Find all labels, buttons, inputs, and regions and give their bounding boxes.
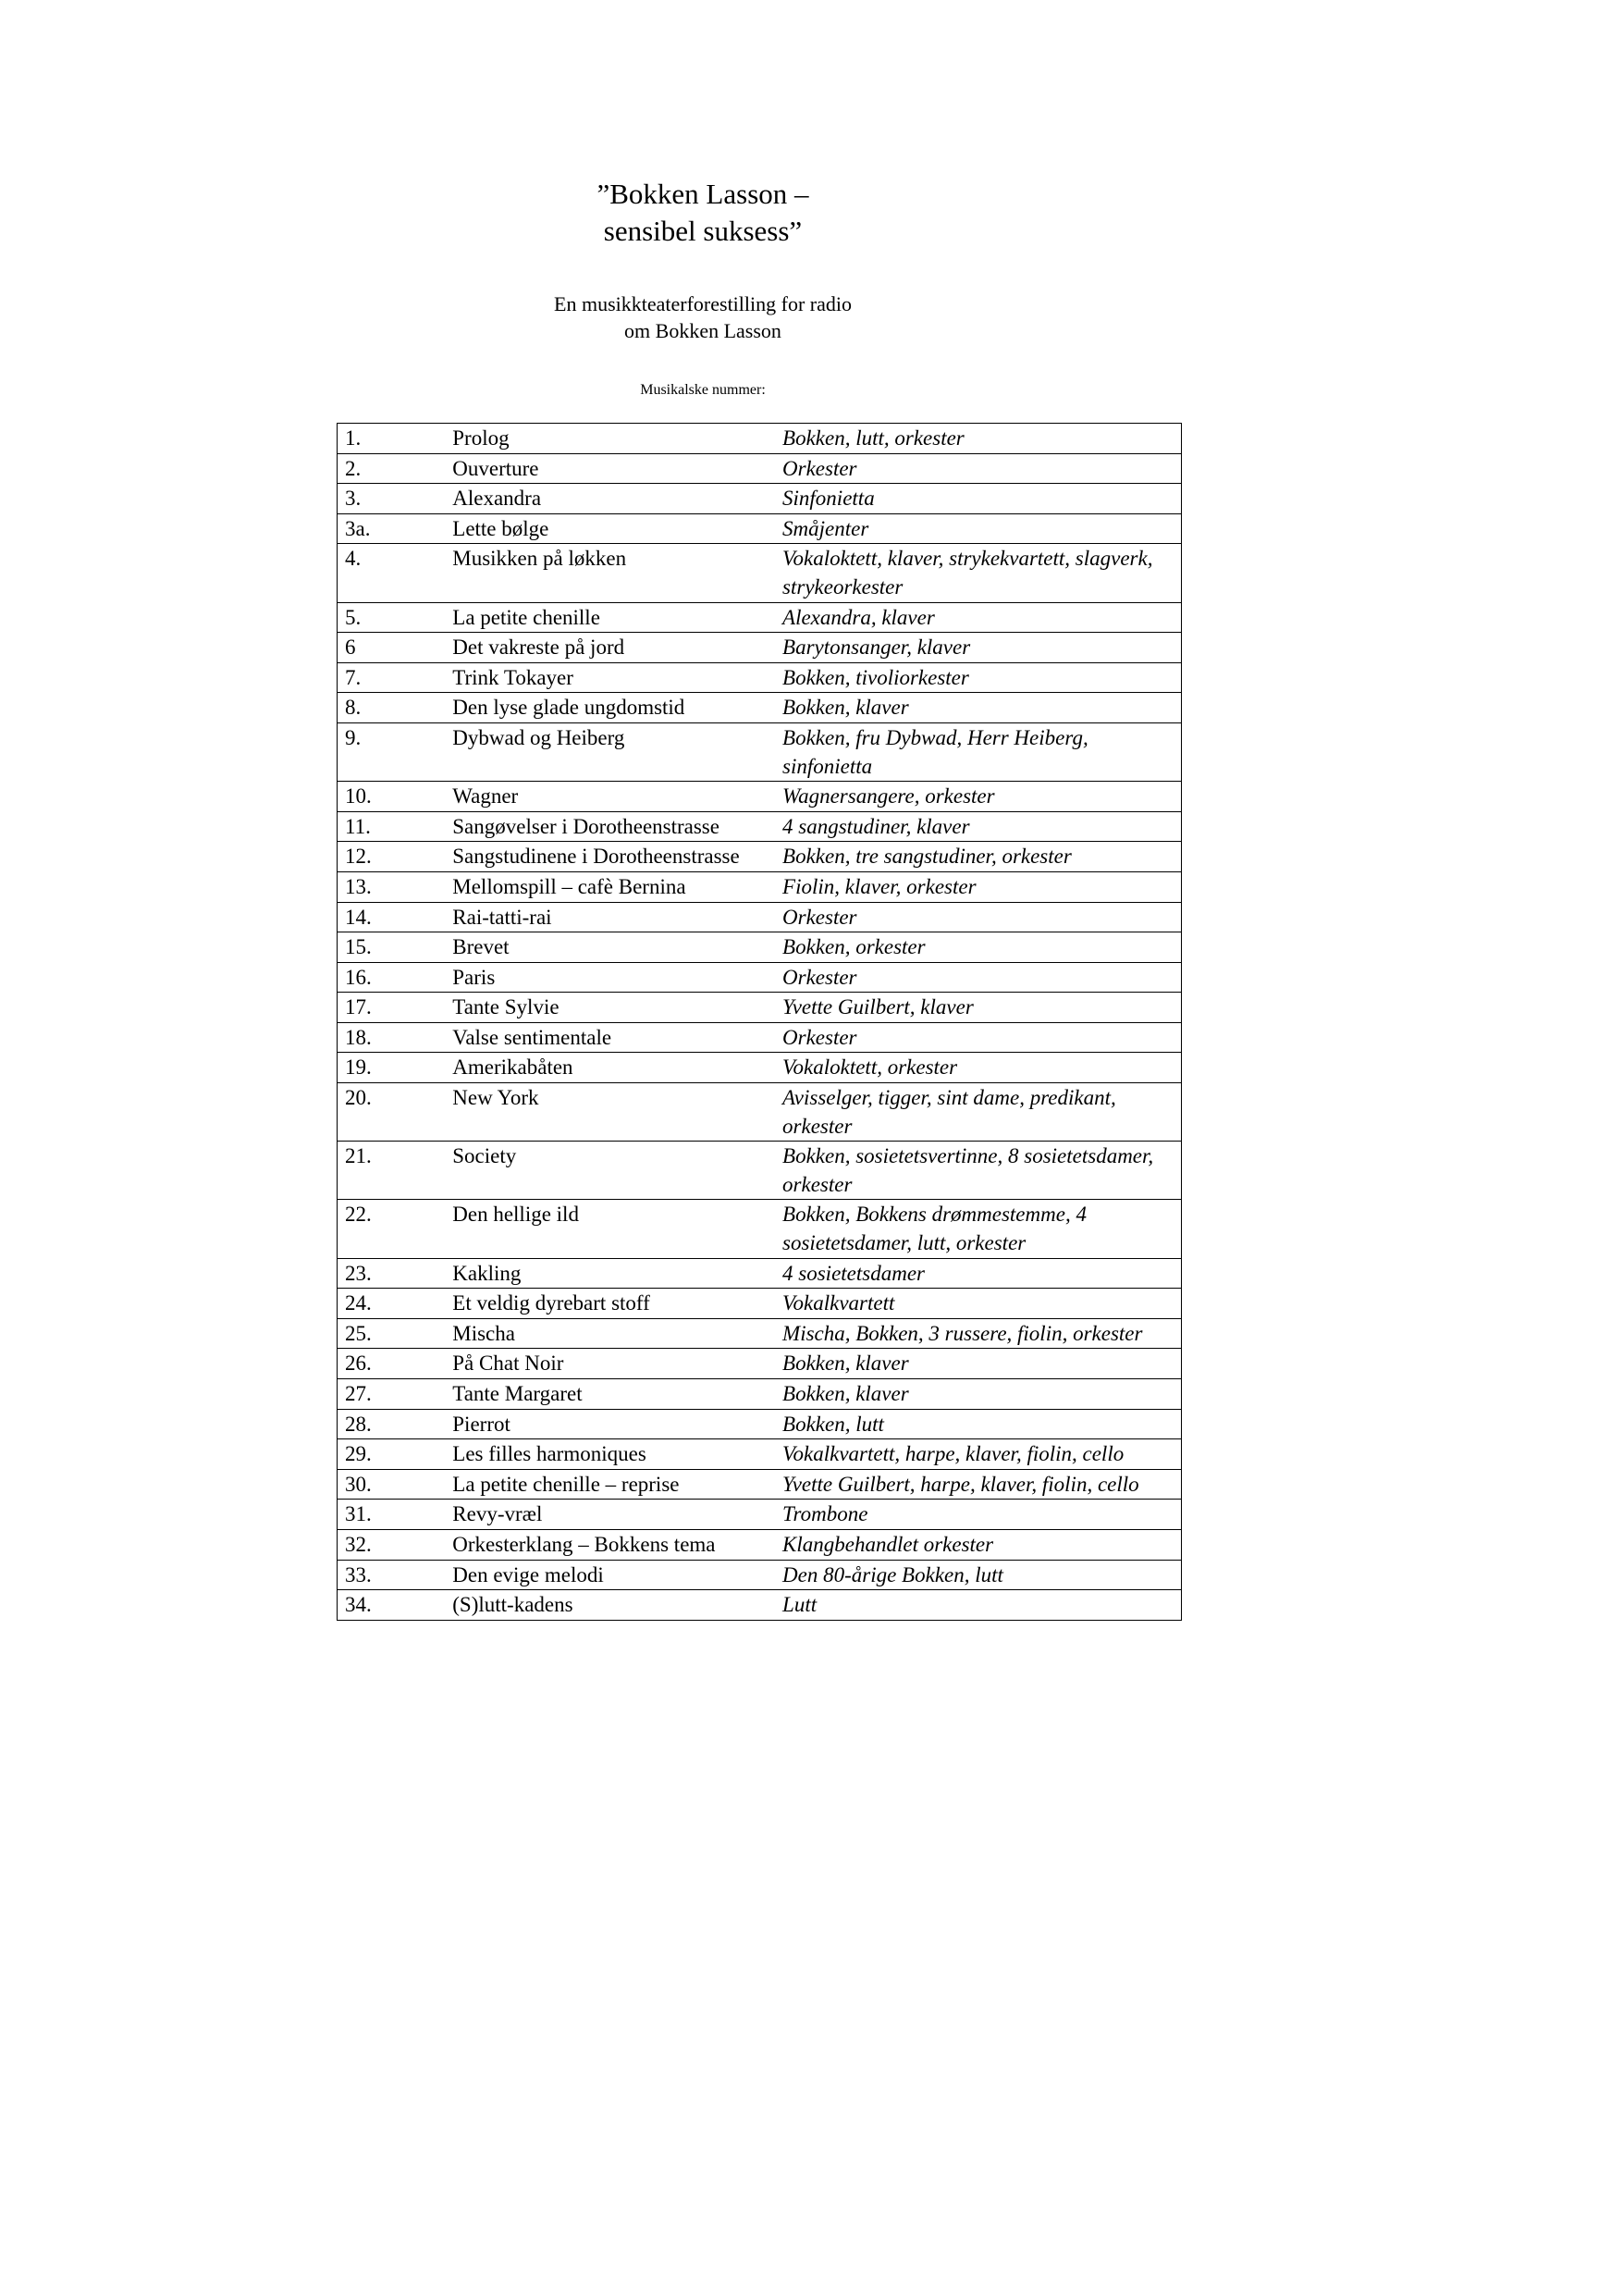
table-row — [338, 453, 1182, 484]
row-title: Det vakreste på jord — [452, 633, 779, 663]
row-title: Trink Tokayer — [452, 662, 779, 693]
table-row — [338, 1258, 1182, 1289]
row-number: 11. — [338, 811, 453, 842]
table-row — [338, 1529, 1182, 1560]
table-row — [338, 1200, 1182, 1258]
subtitle-line-2: om Bokken Lasson — [624, 319, 781, 342]
table-row — [338, 993, 1182, 1023]
table-row — [338, 602, 1182, 633]
table-row — [338, 1379, 1182, 1410]
row-number: 31. — [338, 1500, 453, 1530]
row-number: 25. — [338, 1318, 453, 1349]
table-caption: Musikalske nummer: — [640, 382, 766, 398]
row-cast: Avisselger, tigger, sint dame, predikant, orkester — [779, 1083, 1181, 1142]
table-row — [338, 1318, 1182, 1349]
row-number: 3. — [338, 484, 453, 514]
row-title: Brevet — [452, 932, 779, 963]
row-cast: Vokalkvartett, harpe, klaver, fiolin, cello — [779, 1439, 1181, 1470]
row-title: (S)lutt-kadens — [452, 1590, 779, 1621]
table-row — [338, 962, 1182, 993]
row-number: 24. — [338, 1289, 453, 1319]
row-number: 14. — [338, 902, 453, 932]
table-row — [338, 424, 1182, 454]
row-cast: Orkester — [779, 962, 1181, 993]
row-number: 34. — [338, 1590, 453, 1621]
table-row — [338, 544, 1182, 602]
row-number: 7. — [338, 662, 453, 693]
table-row — [338, 1469, 1182, 1500]
row-title: Rai-tatti-rai — [452, 902, 779, 932]
table-row — [338, 633, 1182, 663]
row-number: 28. — [338, 1409, 453, 1439]
row-cast: Bokken, lutt — [779, 1409, 1181, 1439]
row-title: Pierrot — [452, 1409, 779, 1439]
row-title: Musikken på løkken — [452, 544, 779, 602]
row-number: 17. — [338, 993, 453, 1023]
row-title: Ouverture — [452, 453, 779, 484]
title-line-2: sensibel suksess” — [603, 215, 803, 247]
row-cast: Vokaloktett, orkester — [779, 1053, 1181, 1083]
row-number: 32. — [338, 1529, 453, 1560]
row-cast: Orkester — [779, 1022, 1181, 1053]
row-title: Tante Margaret — [452, 1379, 779, 1410]
table-row — [338, 811, 1182, 842]
row-number: 5. — [338, 602, 453, 633]
row-cast: Alexandra, klaver — [779, 602, 1181, 633]
document-title — [0, 176, 1406, 250]
table-row — [338, 902, 1182, 932]
row-cast: Barytonsanger, klaver — [779, 633, 1181, 663]
row-title: Society — [452, 1142, 779, 1200]
subtitle-line-1: En musikkteaterforestilling for radio — [554, 292, 852, 315]
row-cast: Bokken, tre sangstudiner, orkester — [779, 842, 1181, 872]
table-row — [338, 1409, 1182, 1439]
row-cast: 4 sosietetsdamer — [779, 1258, 1181, 1289]
row-title: Alexandra — [452, 484, 779, 514]
table-row — [338, 513, 1182, 544]
row-cast: Lutt — [779, 1590, 1181, 1621]
row-title: Sangstudinene i Dorotheenstrasse — [452, 842, 779, 872]
row-number: 27. — [338, 1379, 453, 1410]
table-row — [338, 1142, 1182, 1200]
musical-numbers-body — [338, 424, 1182, 1621]
row-title: Mellomspill – cafè Bernina — [452, 871, 779, 902]
row-number: 18. — [338, 1022, 453, 1053]
table-row — [338, 932, 1182, 963]
row-number: 4. — [338, 544, 453, 602]
document-subtitle — [0, 290, 1406, 344]
row-number: 12. — [338, 842, 453, 872]
row-title: Amerikabåten — [452, 1053, 779, 1083]
musical-numbers-table — [337, 423, 1182, 1621]
row-title: Mischa — [452, 1318, 779, 1349]
table-row — [338, 1349, 1182, 1379]
row-cast: Bokken, lutt, orkester — [779, 424, 1181, 454]
row-number: 26. — [338, 1349, 453, 1379]
row-number: 23. — [338, 1258, 453, 1289]
row-cast: Orkester — [779, 902, 1181, 932]
row-cast: Yvette Guilbert, klaver — [779, 993, 1181, 1023]
table-row — [338, 693, 1182, 723]
row-number: 3a. — [338, 513, 453, 544]
row-number: 16. — [338, 962, 453, 993]
row-number: 2. — [338, 453, 453, 484]
row-title: Den evige melodi — [452, 1560, 779, 1590]
table-row — [338, 484, 1182, 514]
row-number: 22. — [338, 1200, 453, 1258]
row-cast: Den 80-årige Bokken, lutt — [779, 1560, 1181, 1590]
row-number: 15. — [338, 932, 453, 963]
table-row — [338, 1022, 1182, 1053]
row-title: Wagner — [452, 782, 779, 812]
row-number: 29. — [338, 1439, 453, 1470]
row-number: 9. — [338, 722, 453, 781]
row-number: 10. — [338, 782, 453, 812]
row-cast: Vokalkvartett — [779, 1289, 1181, 1319]
table-row — [338, 1560, 1182, 1590]
row-title: La petite chenille — [452, 602, 779, 633]
row-cast: Bokken, klaver — [779, 1379, 1181, 1410]
row-title: Dybwad og Heiberg — [452, 722, 779, 781]
row-cast: Bokken, sosietetsvertinne, 8 sosietetsdamer, orkester — [779, 1142, 1181, 1200]
row-title: Den hellige ild — [452, 1200, 779, 1258]
row-title: Lette bølge — [452, 513, 779, 544]
row-number: 13. — [338, 871, 453, 902]
table-row — [338, 1439, 1182, 1470]
row-number: 20. — [338, 1083, 453, 1142]
row-cast: Fiolin, klaver, orkester — [779, 871, 1181, 902]
row-number: 30. — [338, 1469, 453, 1500]
row-cast: Bokken, fru Dybwad, Herr Heiberg, sinfonietta — [779, 722, 1181, 781]
row-title: Den lyse glade ungdomstid — [452, 693, 779, 723]
row-cast: Trombone — [779, 1500, 1181, 1530]
row-cast: Bokken, Bokkens drømmestemme, 4 sosietetsdamer, lutt, orkester — [779, 1200, 1181, 1258]
row-title: Revy-vræl — [452, 1500, 779, 1530]
table-row — [338, 782, 1182, 812]
row-cast: Vokaloktett, klaver, strykekvartett, slagverk, strykeorkester — [779, 544, 1181, 602]
row-number: 19. — [338, 1053, 453, 1083]
row-title: Tante Sylvie — [452, 993, 779, 1023]
row-cast: Småjenter — [779, 513, 1181, 544]
row-number: 33. — [338, 1560, 453, 1590]
row-title: Orkesterklang – Bokkens tema — [452, 1529, 779, 1560]
row-title: Prolog — [452, 424, 779, 454]
table-row — [338, 842, 1182, 872]
row-title: På Chat Noir — [452, 1349, 779, 1379]
row-cast: Yvette Guilbert, harpe, klaver, fiolin, cello — [779, 1469, 1181, 1500]
row-title: New York — [452, 1083, 779, 1142]
table-row — [338, 1289, 1182, 1319]
row-cast: Wagnersangere, orkester — [779, 782, 1181, 812]
table-row — [338, 1590, 1182, 1621]
row-number: 6 — [338, 633, 453, 663]
row-title: Et veldig dyrebart stoff — [452, 1289, 779, 1319]
row-number: 21. — [338, 1142, 453, 1200]
table-row — [338, 662, 1182, 693]
row-cast: Orkester — [779, 453, 1181, 484]
row-cast: Bokken, orkester — [779, 932, 1181, 963]
row-title: Les filles harmoniques — [452, 1439, 779, 1470]
row-cast: Sinfonietta — [779, 484, 1181, 514]
row-title: Valse sentimentale — [452, 1022, 779, 1053]
row-title: Kakling — [452, 1258, 779, 1289]
table-row — [338, 1500, 1182, 1530]
row-number: 8. — [338, 693, 453, 723]
table-row — [338, 871, 1182, 902]
table-row — [338, 1083, 1182, 1142]
table-row — [338, 722, 1182, 781]
row-cast: 4 sangstudiner, klaver — [779, 811, 1181, 842]
title-line-1: ”Bokken Lasson – — [596, 178, 809, 210]
table-row — [338, 1053, 1182, 1083]
row-title: La petite chenille – reprise — [452, 1469, 779, 1500]
row-cast: Bokken, tivoliorkester — [779, 662, 1181, 693]
row-number: 1. — [338, 424, 453, 454]
row-cast: Mischa, Bokken, 3 russere, fiolin, orkester — [779, 1318, 1181, 1349]
row-cast: Bokken, klaver — [779, 693, 1181, 723]
row-cast: Klangbehandlet orkester — [779, 1529, 1181, 1560]
row-title: Sangøvelser i Dorotheenstrasse — [452, 811, 779, 842]
row-title: Paris — [452, 962, 779, 993]
row-cast: Bokken, klaver — [779, 1349, 1181, 1379]
